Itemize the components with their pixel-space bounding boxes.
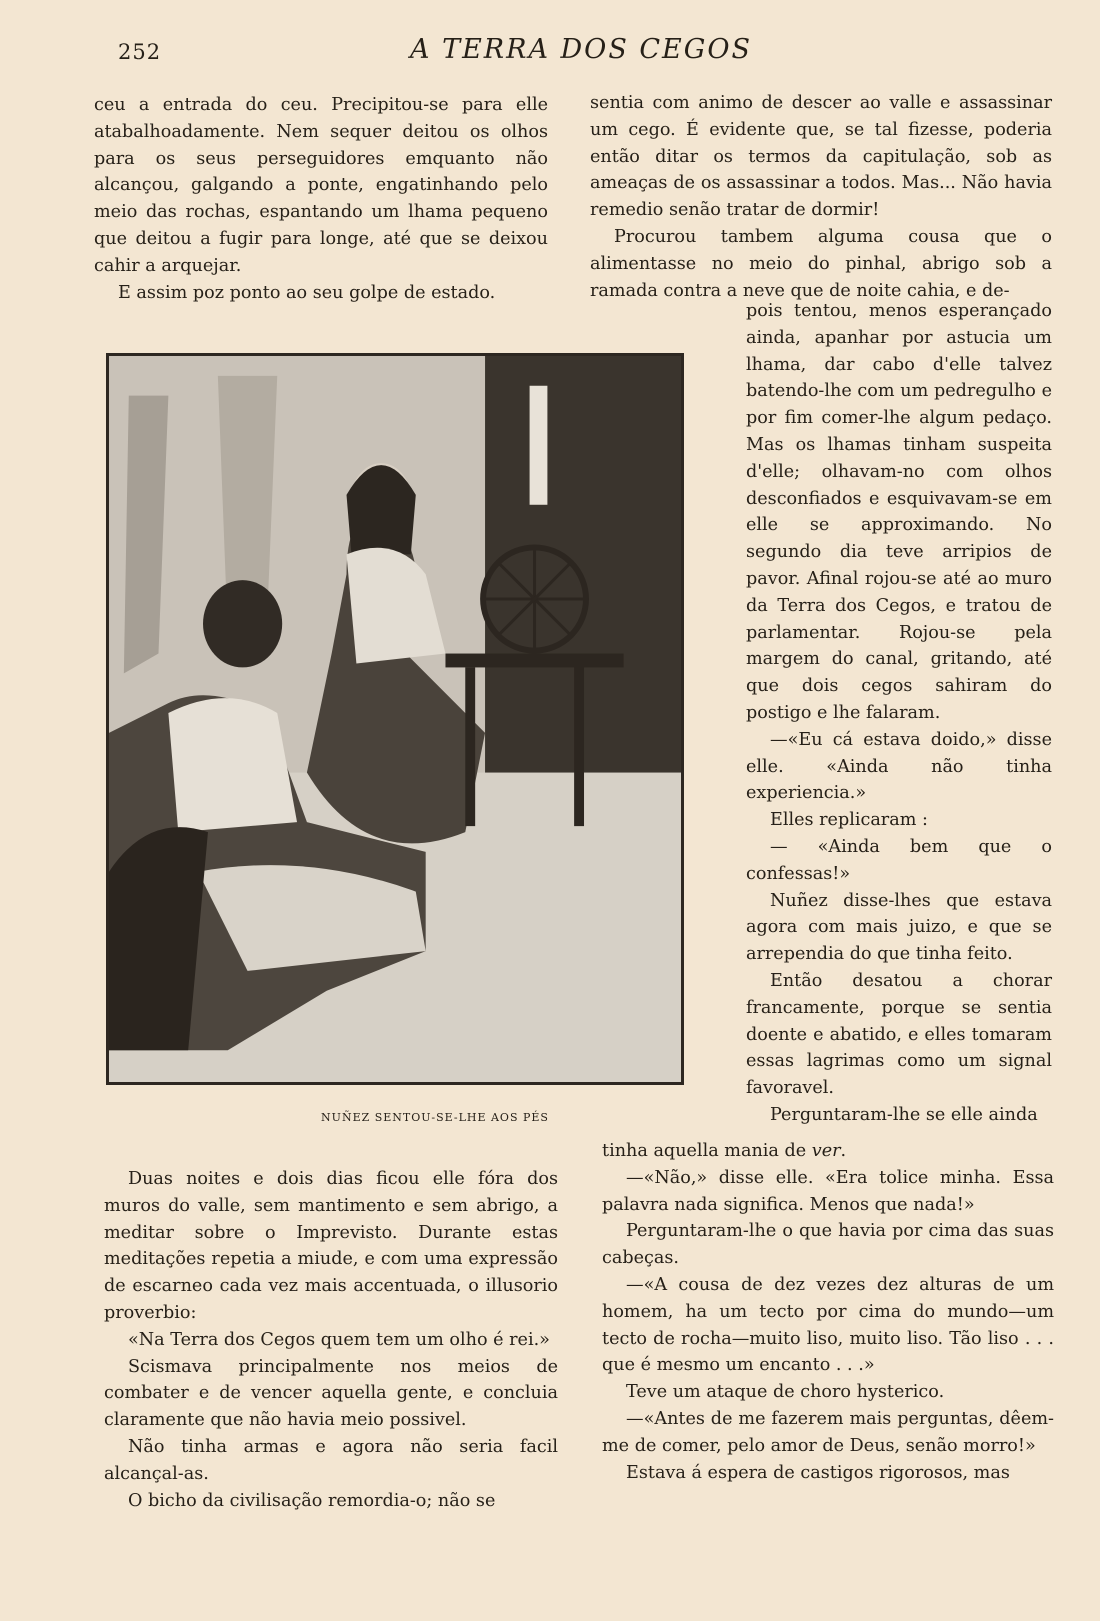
paragraph-text: . [840,1141,847,1161]
running-head-title: A TERRA DOS CEGOS [410,34,752,65]
paragraph: —«Eu cá estava doido,» disse elle. «Ainda não tinha experiencia.» [746,729,1052,804]
paragraph: Perguntaram-lhe o que havia por cima das suas cabeças. [602,1221,1054,1269]
paragraph: — «Ainda bem que o confessas!» [746,836,1052,884]
right-column-beside-figure [746,298,1052,1129]
paragraph: «Na Terra dos Cegos quem tem um olho é rei.» [128,1329,550,1350]
paragraph: E assim poz ponto ao seu golpe de estado. [118,282,496,303]
paragraph: Perguntaram-lhe se elle ainda [770,1104,1038,1125]
paragraph: Não tinha armas e agora não seria facil alcançal-as. [104,1436,558,1484]
paragraph: Então desatou a chorar francamente, porque se sentia doente e abatido, e elles tomaram essas lagrimas como um signal favoravel. [746,970,1052,1099]
illustration-drawing [109,356,681,1082]
paragraph: pois tentou, menos esperançado ainda, apanhar por astucia um lhama, dar cabo d'elle talvez batendo-lhe com um pedregulho e por fim comer-lhe algum pedaço. Mas os lhamas tinham suspeita d'elle; olhavam-no com olhos desconfiados e esquivavam-se em elle se approximando. No segundo dia teve arripios de pavor. Afinal rojou-se até ao muro da Terra dos Cegos, e tratou de parlamentar. Rojou-se pela margem do canal, gritando, até que dois cegos sahiram do postigo e lhe falaram. [746,301,1052,723]
wheel-table [445,654,623,668]
page-number: 252 [118,40,162,64]
paragraph: O bicho da civilisação remordia-o; não se [128,1490,496,1511]
paragraph: Procurou tambem alguma cousa que o alimentasse no meio do pinhal, abrigo sob a ramada contra a neve que de noite cahia, e de- [590,226,1052,301]
paragraph: Duas noites e dois dias ficou elle fóra dos muros do valle, sem mantimento e sem abrigo, a meditar sobre o Imprevisto. Durante estas meditações repetia a miude, e com uma expressão de escarneo cada vez mais accentuada, o illusorio proverbio: [104,1169,558,1323]
left-column-bottom [104,1166,558,1514]
man-head [203,580,282,667]
left-column-top [94,92,548,306]
figure-caption: NUÑEZ SENTOU-SE-LHE AOS PÉS [321,1111,549,1124]
paragraph: Scismava principalmente nos meios de combater e de vencer aquella gente, e concluia claramente que não havia meio possivel. [104,1356,558,1431]
right-column-bottom [602,1138,1054,1486]
right-column-top [590,90,1052,304]
emphasized-word: ver [811,1141,841,1161]
paragraph: sentia com animo de descer ao valle e assassinar um cego. É evidente que, se tal fizesse, poderia então ditar os termos da capitulação, sob as ameaças de os assassinar a todos. Mas... Não havia remedio senão tratar de dormir! [590,93,1052,221]
paragraph: —«Não,» disse elle. «Era tolice minha. Essa palavra nada significa. Menos que nada!» [602,1167,1054,1215]
illustration [106,353,684,1085]
paragraph: Nuñez disse-lhes que estava agora com mais juizo, e que se arrependia do que tinha feito. [746,890,1052,965]
paragraph: —«Antes de me fazerem mais perguntas, dêem-me de comer, pelo amor de Deus, senão morro!» [602,1408,1054,1456]
paragraph: Elles replicaram : [770,810,928,831]
man-shirt [168,698,297,832]
paragraph [602,1138,1054,1165]
paragraph: —«A cousa de dez vezes dez alturas de um homem, ha um tecto por cima do mundo—um tecto de rocha—muito liso, muito liso. Tão liso . . . que é mesmo um encanto . . .» [602,1274,1054,1376]
paragraph: Teve um ataque de choro hysterico. [626,1382,945,1403]
distaff-wool [530,386,548,505]
paragraph: Estava á espera de castigos rigorosos, mas [626,1462,1010,1483]
paragraph-text: tinha aquella mania de [602,1141,812,1161]
paragraph: ceu a entrada do ceu. Precipitou-se para elle atabalhoadamente. Nem sequer deitou os olhos para os seus perseguidores emquanto não alcançou, galgando a ponte, engatinhando pelo meio das rochas, espantando um lhama pequeno que deitou a fugir para longe, até que se deixou cahir a arquejar. [94,95,548,276]
